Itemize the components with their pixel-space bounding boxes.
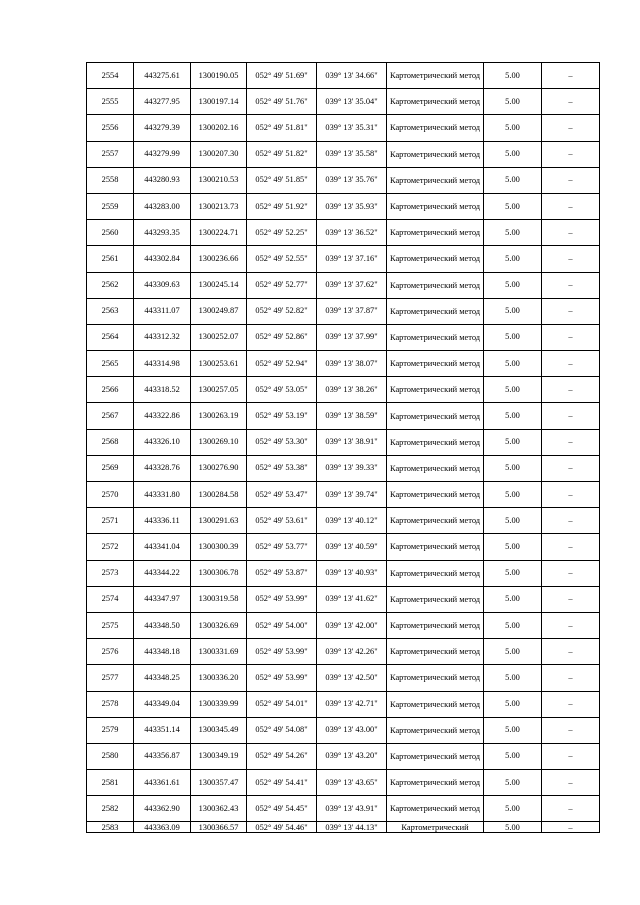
point-number-cell: 2574 xyxy=(87,586,134,612)
table-row xyxy=(87,691,600,717)
y-coordinate-cell: 1300300.39 xyxy=(191,534,247,560)
note-cell: – xyxy=(542,822,600,832)
table-body xyxy=(87,63,600,833)
longitude-cell: 039° 13' 37.87" xyxy=(317,298,387,324)
x-coordinate-cell: 443277.95 xyxy=(134,89,191,115)
latitude-cell: 052° 49' 51.81" xyxy=(247,115,317,141)
x-coordinate-cell: 443351.14 xyxy=(134,717,191,743)
table-row xyxy=(87,63,600,89)
method-cell: Картометрический xyxy=(387,822,484,832)
point-number-cell: 2561 xyxy=(87,246,134,272)
method-cell: Картометрический метод xyxy=(387,193,484,219)
y-coordinate-cell: 1300210.53 xyxy=(191,167,247,193)
longitude-cell: 039° 13' 37.16" xyxy=(317,246,387,272)
latitude-cell: 052° 49' 52.82" xyxy=(247,298,317,324)
table-row xyxy=(87,534,600,560)
x-coordinate-cell: 443336.11 xyxy=(134,508,191,534)
point-number-cell: 2570 xyxy=(87,482,134,508)
y-coordinate-cell: 1300319.58 xyxy=(191,586,247,612)
y-coordinate-cell: 1300291.63 xyxy=(191,508,247,534)
table-row xyxy=(87,770,600,796)
note-cell: – xyxy=(542,743,600,769)
longitude-cell: 039° 13' 36.52" xyxy=(317,220,387,246)
latitude-cell: 052° 49' 52.77" xyxy=(247,272,317,298)
accuracy-cell: 5.00 xyxy=(484,560,542,586)
note-cell: – xyxy=(542,796,600,822)
x-coordinate-cell: 443309.63 xyxy=(134,272,191,298)
latitude-cell: 052° 49' 52.86" xyxy=(247,324,317,350)
latitude-cell: 052° 49' 51.92" xyxy=(247,193,317,219)
note-cell: – xyxy=(542,612,600,638)
x-coordinate-cell: 443348.18 xyxy=(134,639,191,665)
method-cell: Картометрический метод xyxy=(387,89,484,115)
x-coordinate-cell: 443349.04 xyxy=(134,691,191,717)
table-row xyxy=(87,89,600,115)
accuracy-cell: 5.00 xyxy=(484,639,542,665)
point-number-cell: 2579 xyxy=(87,717,134,743)
accuracy-cell: 5.00 xyxy=(484,691,542,717)
accuracy-cell: 5.00 xyxy=(484,612,542,638)
longitude-cell: 039° 13' 38.26" xyxy=(317,377,387,403)
latitude-cell: 052° 49' 53.99" xyxy=(247,586,317,612)
latitude-cell: 052° 49' 53.19" xyxy=(247,403,317,429)
longitude-cell: 039° 13' 43.91" xyxy=(317,796,387,822)
longitude-cell: 039° 13' 42.50" xyxy=(317,665,387,691)
x-coordinate-cell: 443363.09 xyxy=(134,822,191,832)
method-cell: Картометрический метод xyxy=(387,482,484,508)
y-coordinate-cell: 1300202.16 xyxy=(191,115,247,141)
y-coordinate-cell: 1300336.20 xyxy=(191,665,247,691)
accuracy-cell: 5.00 xyxy=(484,89,542,115)
longitude-cell: 039° 13' 38.91" xyxy=(317,429,387,455)
longitude-cell: 039° 13' 38.07" xyxy=(317,351,387,377)
latitude-cell: 052° 49' 53.38" xyxy=(247,455,317,481)
y-coordinate-cell: 1300236.66 xyxy=(191,246,247,272)
y-coordinate-cell: 1300331.69 xyxy=(191,639,247,665)
point-number-cell: 2556 xyxy=(87,115,134,141)
latitude-cell: 052° 49' 51.76" xyxy=(247,89,317,115)
y-coordinate-cell: 1300253.61 xyxy=(191,351,247,377)
accuracy-cell: 5.00 xyxy=(484,770,542,796)
accuracy-cell: 5.00 xyxy=(484,665,542,691)
point-number-cell: 2565 xyxy=(87,351,134,377)
x-coordinate-cell: 443318.52 xyxy=(134,377,191,403)
accuracy-cell: 5.00 xyxy=(484,796,542,822)
y-coordinate-cell: 1300263.19 xyxy=(191,403,247,429)
y-coordinate-cell: 1300213.73 xyxy=(191,193,247,219)
latitude-cell: 052° 49' 54.46" xyxy=(247,822,317,832)
method-cell: Картометрический метод xyxy=(387,612,484,638)
point-number-cell: 2560 xyxy=(87,220,134,246)
point-number-cell: 2576 xyxy=(87,639,134,665)
method-cell: Картометрический метод xyxy=(387,351,484,377)
accuracy-cell: 5.00 xyxy=(484,63,542,89)
accuracy-cell: 5.00 xyxy=(484,115,542,141)
x-coordinate-cell: 443279.39 xyxy=(134,115,191,141)
y-coordinate-cell: 1300190.05 xyxy=(191,63,247,89)
x-coordinate-cell: 443311.07 xyxy=(134,298,191,324)
point-number-cell: 2578 xyxy=(87,691,134,717)
point-number-cell: 2569 xyxy=(87,455,134,481)
x-coordinate-cell: 443348.25 xyxy=(134,665,191,691)
note-cell: – xyxy=(542,770,600,796)
accuracy-cell: 5.00 xyxy=(484,220,542,246)
y-coordinate-cell: 1300357.47 xyxy=(191,770,247,796)
note-cell: – xyxy=(542,377,600,403)
note-cell: – xyxy=(542,246,600,272)
latitude-cell: 052° 49' 54.00" xyxy=(247,612,317,638)
table-row xyxy=(87,115,600,141)
x-coordinate-cell: 443314.98 xyxy=(134,351,191,377)
accuracy-cell: 5.00 xyxy=(484,403,542,429)
latitude-cell: 052° 49' 53.61" xyxy=(247,508,317,534)
note-cell: – xyxy=(542,193,600,219)
method-cell: Картометрический метод xyxy=(387,665,484,691)
note-cell: – xyxy=(542,220,600,246)
table-row xyxy=(87,743,600,769)
method-cell: Картометрический метод xyxy=(387,324,484,350)
x-coordinate-cell: 443362.90 xyxy=(134,796,191,822)
y-coordinate-cell: 1300269.10 xyxy=(191,429,247,455)
point-number-cell: 2558 xyxy=(87,167,134,193)
longitude-cell: 039° 13' 42.26" xyxy=(317,639,387,665)
x-coordinate-cell: 443356.87 xyxy=(134,743,191,769)
point-number-cell: 2571 xyxy=(87,508,134,534)
method-cell: Картометрический метод xyxy=(387,691,484,717)
note-cell: – xyxy=(542,89,600,115)
accuracy-cell: 5.00 xyxy=(484,455,542,481)
longitude-cell: 039° 13' 42.00" xyxy=(317,612,387,638)
table-row xyxy=(87,220,600,246)
x-coordinate-cell: 443344.22 xyxy=(134,560,191,586)
x-coordinate-cell: 443322.86 xyxy=(134,403,191,429)
latitude-cell: 052° 49' 53.99" xyxy=(247,639,317,665)
x-coordinate-cell: 443293.35 xyxy=(134,220,191,246)
longitude-cell: 039° 13' 44.13" xyxy=(317,822,387,832)
accuracy-cell: 5.00 xyxy=(484,534,542,560)
x-coordinate-cell: 443275.61 xyxy=(134,63,191,89)
accuracy-cell: 5.00 xyxy=(484,246,542,272)
y-coordinate-cell: 1300326.69 xyxy=(191,612,247,638)
latitude-cell: 052° 49' 51.85" xyxy=(247,167,317,193)
longitude-cell: 039° 13' 43.00" xyxy=(317,717,387,743)
method-cell: Картометрический метод xyxy=(387,272,484,298)
point-number-cell: 2577 xyxy=(87,665,134,691)
accuracy-cell: 5.00 xyxy=(484,429,542,455)
accuracy-cell: 5.00 xyxy=(484,193,542,219)
point-number-cell: 2554 xyxy=(87,63,134,89)
accuracy-cell: 5.00 xyxy=(484,324,542,350)
method-cell: Картометрический метод xyxy=(387,220,484,246)
note-cell: – xyxy=(542,324,600,350)
latitude-cell: 052° 49' 53.47" xyxy=(247,482,317,508)
x-coordinate-cell: 443280.93 xyxy=(134,167,191,193)
y-coordinate-cell: 1300345.49 xyxy=(191,717,247,743)
y-coordinate-cell: 1300257.05 xyxy=(191,377,247,403)
x-coordinate-cell: 443348.50 xyxy=(134,612,191,638)
accuracy-cell: 5.00 xyxy=(484,167,542,193)
latitude-cell: 052° 49' 53.77" xyxy=(247,534,317,560)
table-row xyxy=(87,167,600,193)
longitude-cell: 039° 13' 38.59" xyxy=(317,403,387,429)
table-row xyxy=(87,639,600,665)
longitude-cell: 039° 13' 37.99" xyxy=(317,324,387,350)
method-cell: Картометрический метод xyxy=(387,717,484,743)
note-cell: – xyxy=(542,717,600,743)
method-cell: Картометрический метод xyxy=(387,534,484,560)
longitude-cell: 039° 13' 35.04" xyxy=(317,89,387,115)
method-cell: Картометрический метод xyxy=(387,743,484,769)
y-coordinate-cell: 1300245.14 xyxy=(191,272,247,298)
longitude-cell: 039° 13' 42.71" xyxy=(317,691,387,717)
accuracy-cell: 5.00 xyxy=(484,508,542,534)
x-coordinate-cell: 443328.76 xyxy=(134,455,191,481)
table-row xyxy=(87,429,600,455)
x-coordinate-cell: 443347.97 xyxy=(134,586,191,612)
coordinates-table xyxy=(86,62,600,833)
y-coordinate-cell: 1300207.30 xyxy=(191,141,247,167)
note-cell: – xyxy=(542,639,600,665)
method-cell: Картометрический метод xyxy=(387,796,484,822)
table-row xyxy=(87,246,600,272)
table-row xyxy=(87,612,600,638)
table-row xyxy=(87,193,600,219)
point-number-cell: 2568 xyxy=(87,429,134,455)
latitude-cell: 052° 49' 53.05" xyxy=(247,377,317,403)
latitude-cell: 052° 49' 51.82" xyxy=(247,141,317,167)
point-number-cell: 2581 xyxy=(87,770,134,796)
method-cell: Картометрический метод xyxy=(387,298,484,324)
latitude-cell: 052° 49' 52.94" xyxy=(247,351,317,377)
point-number-cell: 2573 xyxy=(87,560,134,586)
y-coordinate-cell: 1300252.07 xyxy=(191,324,247,350)
latitude-cell: 052° 49' 52.55" xyxy=(247,246,317,272)
y-coordinate-cell: 1300366.57 xyxy=(191,822,247,832)
latitude-cell: 052° 49' 54.08" xyxy=(247,717,317,743)
table-row xyxy=(87,403,600,429)
table-row xyxy=(87,351,600,377)
note-cell: – xyxy=(542,508,600,534)
x-coordinate-cell: 443283.00 xyxy=(134,193,191,219)
accuracy-cell: 5.00 xyxy=(484,377,542,403)
y-coordinate-cell: 1300306.78 xyxy=(191,560,247,586)
y-coordinate-cell: 1300224.71 xyxy=(191,220,247,246)
point-number-cell: 2583 xyxy=(87,822,134,832)
longitude-cell: 039° 13' 40.12" xyxy=(317,508,387,534)
note-cell: – xyxy=(542,167,600,193)
method-cell: Картометрический метод xyxy=(387,377,484,403)
longitude-cell: 039° 13' 43.65" xyxy=(317,770,387,796)
method-cell: Картометрический метод xyxy=(387,167,484,193)
note-cell: – xyxy=(542,560,600,586)
latitude-cell: 052° 49' 53.87" xyxy=(247,560,317,586)
note-cell: – xyxy=(542,351,600,377)
method-cell: Картометрический метод xyxy=(387,429,484,455)
note-cell: – xyxy=(542,586,600,612)
point-number-cell: 2566 xyxy=(87,377,134,403)
accuracy-cell: 5.00 xyxy=(484,482,542,508)
table-row xyxy=(87,508,600,534)
x-coordinate-cell: 443341.04 xyxy=(134,534,191,560)
latitude-cell: 052° 49' 53.99" xyxy=(247,665,317,691)
point-number-cell: 2572 xyxy=(87,534,134,560)
x-coordinate-cell: 443326.10 xyxy=(134,429,191,455)
note-cell: – xyxy=(542,482,600,508)
table-row xyxy=(87,822,600,832)
longitude-cell: 039° 13' 40.59" xyxy=(317,534,387,560)
longitude-cell: 039° 13' 35.93" xyxy=(317,193,387,219)
table-row xyxy=(87,665,600,691)
method-cell: Картометрический метод xyxy=(387,141,484,167)
longitude-cell: 039° 13' 35.58" xyxy=(317,141,387,167)
method-cell: Картометрический метод xyxy=(387,639,484,665)
x-coordinate-cell: 443361.61 xyxy=(134,770,191,796)
note-cell: – xyxy=(542,403,600,429)
latitude-cell: 052° 49' 54.41" xyxy=(247,770,317,796)
table-row xyxy=(87,482,600,508)
note-cell: – xyxy=(542,298,600,324)
table-row xyxy=(87,141,600,167)
x-coordinate-cell: 443279.99 xyxy=(134,141,191,167)
latitude-cell: 052° 49' 53.30" xyxy=(247,429,317,455)
longitude-cell: 039° 13' 35.76" xyxy=(317,167,387,193)
method-cell: Картометрический метод xyxy=(387,403,484,429)
method-cell: Картометрический метод xyxy=(387,508,484,534)
point-number-cell: 2563 xyxy=(87,298,134,324)
accuracy-cell: 5.00 xyxy=(484,272,542,298)
table-row xyxy=(87,586,600,612)
latitude-cell: 052° 49' 54.01" xyxy=(247,691,317,717)
accuracy-cell: 5.00 xyxy=(484,717,542,743)
note-cell: – xyxy=(542,141,600,167)
y-coordinate-cell: 1300197.14 xyxy=(191,89,247,115)
table-row xyxy=(87,272,600,298)
note-cell: – xyxy=(542,429,600,455)
y-coordinate-cell: 1300362.43 xyxy=(191,796,247,822)
point-number-cell: 2582 xyxy=(87,796,134,822)
accuracy-cell: 5.00 xyxy=(484,586,542,612)
longitude-cell: 039° 13' 39.33" xyxy=(317,455,387,481)
note-cell: – xyxy=(542,455,600,481)
longitude-cell: 039° 13' 34.66" xyxy=(317,63,387,89)
table-row xyxy=(87,298,600,324)
table-row xyxy=(87,796,600,822)
y-coordinate-cell: 1300249.87 xyxy=(191,298,247,324)
method-cell: Картометрический метод xyxy=(387,586,484,612)
method-cell: Картометрический метод xyxy=(387,560,484,586)
longitude-cell: 039° 13' 39.74" xyxy=(317,482,387,508)
longitude-cell: 039° 13' 40.93" xyxy=(317,560,387,586)
y-coordinate-cell: 1300349.19 xyxy=(191,743,247,769)
y-coordinate-cell: 1300284.58 xyxy=(191,482,247,508)
x-coordinate-cell: 443331.80 xyxy=(134,482,191,508)
note-cell: – xyxy=(542,63,600,89)
latitude-cell: 052° 49' 54.45" xyxy=(247,796,317,822)
accuracy-cell: 5.00 xyxy=(484,351,542,377)
table-row xyxy=(87,377,600,403)
longitude-cell: 039° 13' 41.62" xyxy=(317,586,387,612)
longitude-cell: 039° 13' 35.31" xyxy=(317,115,387,141)
point-number-cell: 2559 xyxy=(87,193,134,219)
point-number-cell: 2564 xyxy=(87,324,134,350)
y-coordinate-cell: 1300339.99 xyxy=(191,691,247,717)
method-cell: Картометрический метод xyxy=(387,115,484,141)
accuracy-cell: 5.00 xyxy=(484,743,542,769)
x-coordinate-cell: 443302.84 xyxy=(134,246,191,272)
latitude-cell: 052° 49' 52.25" xyxy=(247,220,317,246)
note-cell: – xyxy=(542,665,600,691)
y-coordinate-cell: 1300276.90 xyxy=(191,455,247,481)
method-cell: Картометрический метод xyxy=(387,63,484,89)
latitude-cell: 052° 49' 54.26" xyxy=(247,743,317,769)
table-row xyxy=(87,560,600,586)
method-cell: Картометрический метод xyxy=(387,455,484,481)
longitude-cell: 039° 13' 43.20" xyxy=(317,743,387,769)
note-cell: – xyxy=(542,115,600,141)
point-number-cell: 2580 xyxy=(87,743,134,769)
table-row xyxy=(87,324,600,350)
note-cell: – xyxy=(542,534,600,560)
point-number-cell: 2562 xyxy=(87,272,134,298)
latitude-cell: 052° 49' 51.69" xyxy=(247,63,317,89)
longitude-cell: 039° 13' 37.62" xyxy=(317,272,387,298)
point-number-cell: 2575 xyxy=(87,612,134,638)
x-coordinate-cell: 443312.32 xyxy=(134,324,191,350)
point-number-cell: 2557 xyxy=(87,141,134,167)
method-cell: Картометрический метод xyxy=(387,770,484,796)
point-number-cell: 2555 xyxy=(87,89,134,115)
accuracy-cell: 5.00 xyxy=(484,141,542,167)
method-cell: Картометрический метод xyxy=(387,246,484,272)
accuracy-cell: 5.00 xyxy=(484,822,542,832)
note-cell: – xyxy=(542,691,600,717)
note-cell: – xyxy=(542,272,600,298)
table-row xyxy=(87,717,600,743)
table-row xyxy=(87,455,600,481)
accuracy-cell: 5.00 xyxy=(484,298,542,324)
point-number-cell: 2567 xyxy=(87,403,134,429)
